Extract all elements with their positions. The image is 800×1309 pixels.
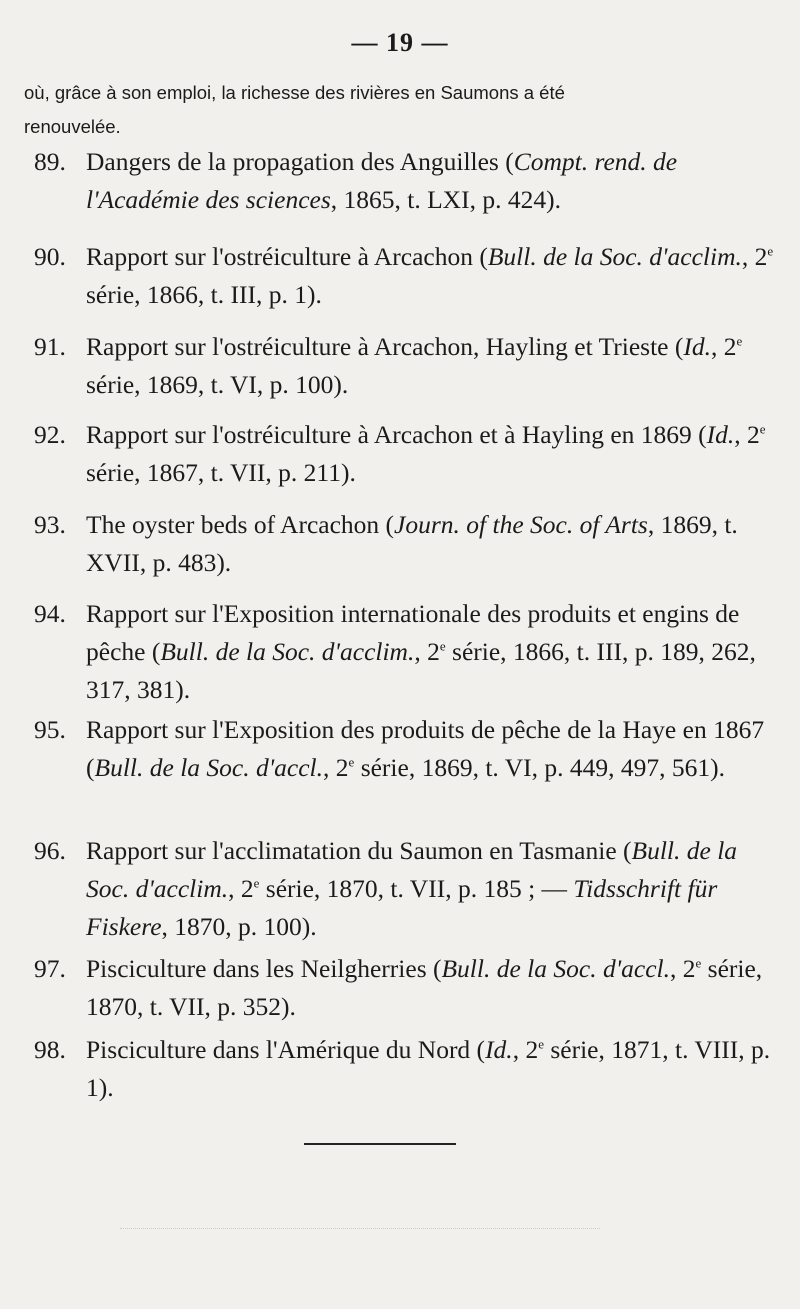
entry-superscript: e (695, 955, 702, 971)
entry-series-number: 2 (682, 954, 696, 983)
entry-source: Bull. de la Soc. d'acclim. (160, 637, 415, 666)
entry-superscript: e (767, 243, 774, 259)
entry-details: série, 1869, t. VI, p. 100). (86, 370, 349, 399)
entry-number: 93. (34, 510, 66, 539)
bibliography-entry-94: 94. Rapport sur l'Exposition internationale des produits et engins de pêche (Bull. de la Soc. d'acclim., 2e série, 1866, t. III, p. 189, 262, 317, 381). (34, 595, 786, 709)
end-rule-divider (304, 1143, 456, 1145)
entry-source: Bull. de la Soc. d'acclim. (487, 242, 742, 271)
bibliography-entry-89 (34, 143, 786, 219)
entry-number: 94. (34, 599, 66, 628)
entry-details: série, 1869, t. VI, p. 449, 497, 561). (354, 753, 725, 782)
entry-text: Pisciculture dans les Neilgherries ( (86, 954, 442, 983)
entry-series-number: 2 (723, 332, 737, 361)
entry-text: Rapport sur l'acclimatation du Saumon en Tasmanie ( (86, 836, 632, 865)
bibliography-entry-90: 90. Rapport sur l'ostréiculture à Arcachon (Bull. de la Soc. d'acclim., 2e série, 1866, t. III, p. 1). (34, 238, 786, 314)
entry-number: 95. (34, 715, 66, 744)
entry-series-number: 2 (525, 1035, 539, 1064)
entry-source: Id. (485, 1035, 513, 1064)
entry-source: Bull. de la Soc. d'acclim. (86, 836, 738, 903)
entry-details: série, 1867, t. VII, p. 211). (86, 458, 356, 487)
entry-number: 97. (34, 954, 66, 983)
entry-source: Bull. de la Soc. d'accl. (441, 954, 671, 983)
bibliography-entry-92: 92. Rapport sur l'ostréiculture à Arcachon et à Hayling en 1869 (Id., 2e série, 1867, t. VII, p. 211). (34, 416, 786, 492)
entry-details: , 1865, t. LXI, p. 424). (330, 185, 561, 214)
entry-source: Bull. de la Soc. d'accl. (94, 753, 324, 782)
entry-superscript: e (348, 754, 355, 770)
entry-details: série, 1870, t. VII, p. 185 ; — (259, 874, 574, 903)
entry-source: Id. (683, 332, 711, 361)
entry-details: , 1869, t. XVII, p. 483). (86, 510, 738, 577)
entry-superscript: e (759, 421, 766, 437)
bibliography-entry-93 (34, 506, 786, 582)
bibliography-entry-91: 91. Rapport sur l'ostréiculture à Arcachon, Hayling et Trieste (Id., 2e série, 1869, t. VI, p. 100). (34, 328, 786, 404)
entry-superscript: e (736, 333, 743, 349)
entry-number: 91. (34, 332, 66, 361)
entry-text: Pisciculture dans l'Amérique du Nord ( (86, 1035, 486, 1064)
entry-text: Rapport sur l'Exposition des produits de pêche de la Haye en 1867 ( (86, 715, 765, 782)
entry-superscript: e (439, 638, 446, 654)
entry-series-number: 2 (335, 753, 349, 782)
intro-line-2: renouvelée. (24, 116, 121, 137)
entry-source: Id. (706, 420, 735, 449)
entry-number: 90. (34, 242, 66, 271)
entry-number: 89. (34, 147, 66, 176)
entry-source-secondary: Tidsschrift für Fiskere (86, 874, 718, 941)
entry-details: série, 1866, t. III, p. 1). (86, 280, 322, 309)
show-through-decoration (120, 1228, 600, 1239)
entry-series-number: 2 (747, 420, 760, 449)
entry-text: Rapport sur l'Exposition internationale des produits et engins de pêche ( (86, 599, 740, 666)
entry-text: The oyster beds of Arcachon ( (86, 510, 395, 539)
page-number: — 19 — (351, 28, 449, 57)
entry-source: Journ. of the Soc. of Arts (394, 510, 648, 539)
entry-series-number: 2 (754, 242, 768, 271)
entry-superscript: e (538, 1036, 544, 1052)
entry-text: Dangers de la propagation des Anguilles ( (86, 147, 514, 176)
intro-paragraph (24, 76, 720, 144)
entry-details: série, 1866, t. III, p. 189, 262, 317, 381). (86, 637, 756, 704)
entry-details-secondary: , 1870, p. 100). (161, 912, 317, 941)
entry-text: Rapport sur l'ostréiculture à Arcachon, Hayling et Trieste ( (86, 332, 684, 361)
entry-text: Rapport sur l'ostréiculture à Arcachon et à Hayling en 1869 ( (86, 420, 707, 449)
entry-number: 96. (34, 836, 66, 865)
bibliography-entry-95: 95. Rapport sur l'Exposition des produits de pêche de la Haye en 1867 (Bull. de la Soc. d'accl., 2e série, 1869, t. VI, p. 449, 497, 561). (34, 711, 786, 787)
entry-number: 92. (34, 420, 66, 449)
entry-details: série, 1870, t. VII, p. 352). (86, 954, 763, 1021)
entry-source: Compt. rend. de l'Académie des sciences (86, 147, 678, 214)
entry-text: Rapport sur l'ostréiculture à Arcachon ( (86, 242, 488, 271)
bibliography-entry-97: 97. Pisciculture dans les Neilgherries (Bull. de la Soc. d'accl., 2e série, 1870, t. VII, p. 352). (34, 950, 786, 1026)
entry-details: série, 1871, t. VIII, p. 1). (86, 1035, 771, 1102)
entry-superscript: e (253, 875, 260, 891)
entry-series-number: 2 (427, 637, 440, 666)
bibliography-entry-98: 98. Pisciculture dans l'Amérique du Nord (Id., 2e série, 1871, t. VIII, p. 1). (34, 1031, 786, 1107)
bibliography-entry-96: 96. Rapport sur l'acclimatation du Saumon en Tasmanie (Bull. de la Soc. d'acclim., 2e série, 1870, t. VII, p. 185 ; — Tidsschrift für Fiskere, 1870, p. 100). (34, 832, 786, 946)
entry-series-number: 2 (240, 874, 254, 903)
entry-number: 98. (34, 1035, 66, 1064)
intro-line-1: où, grâce à son emploi, la richesse des rivières en Saumons a été (24, 82, 565, 103)
